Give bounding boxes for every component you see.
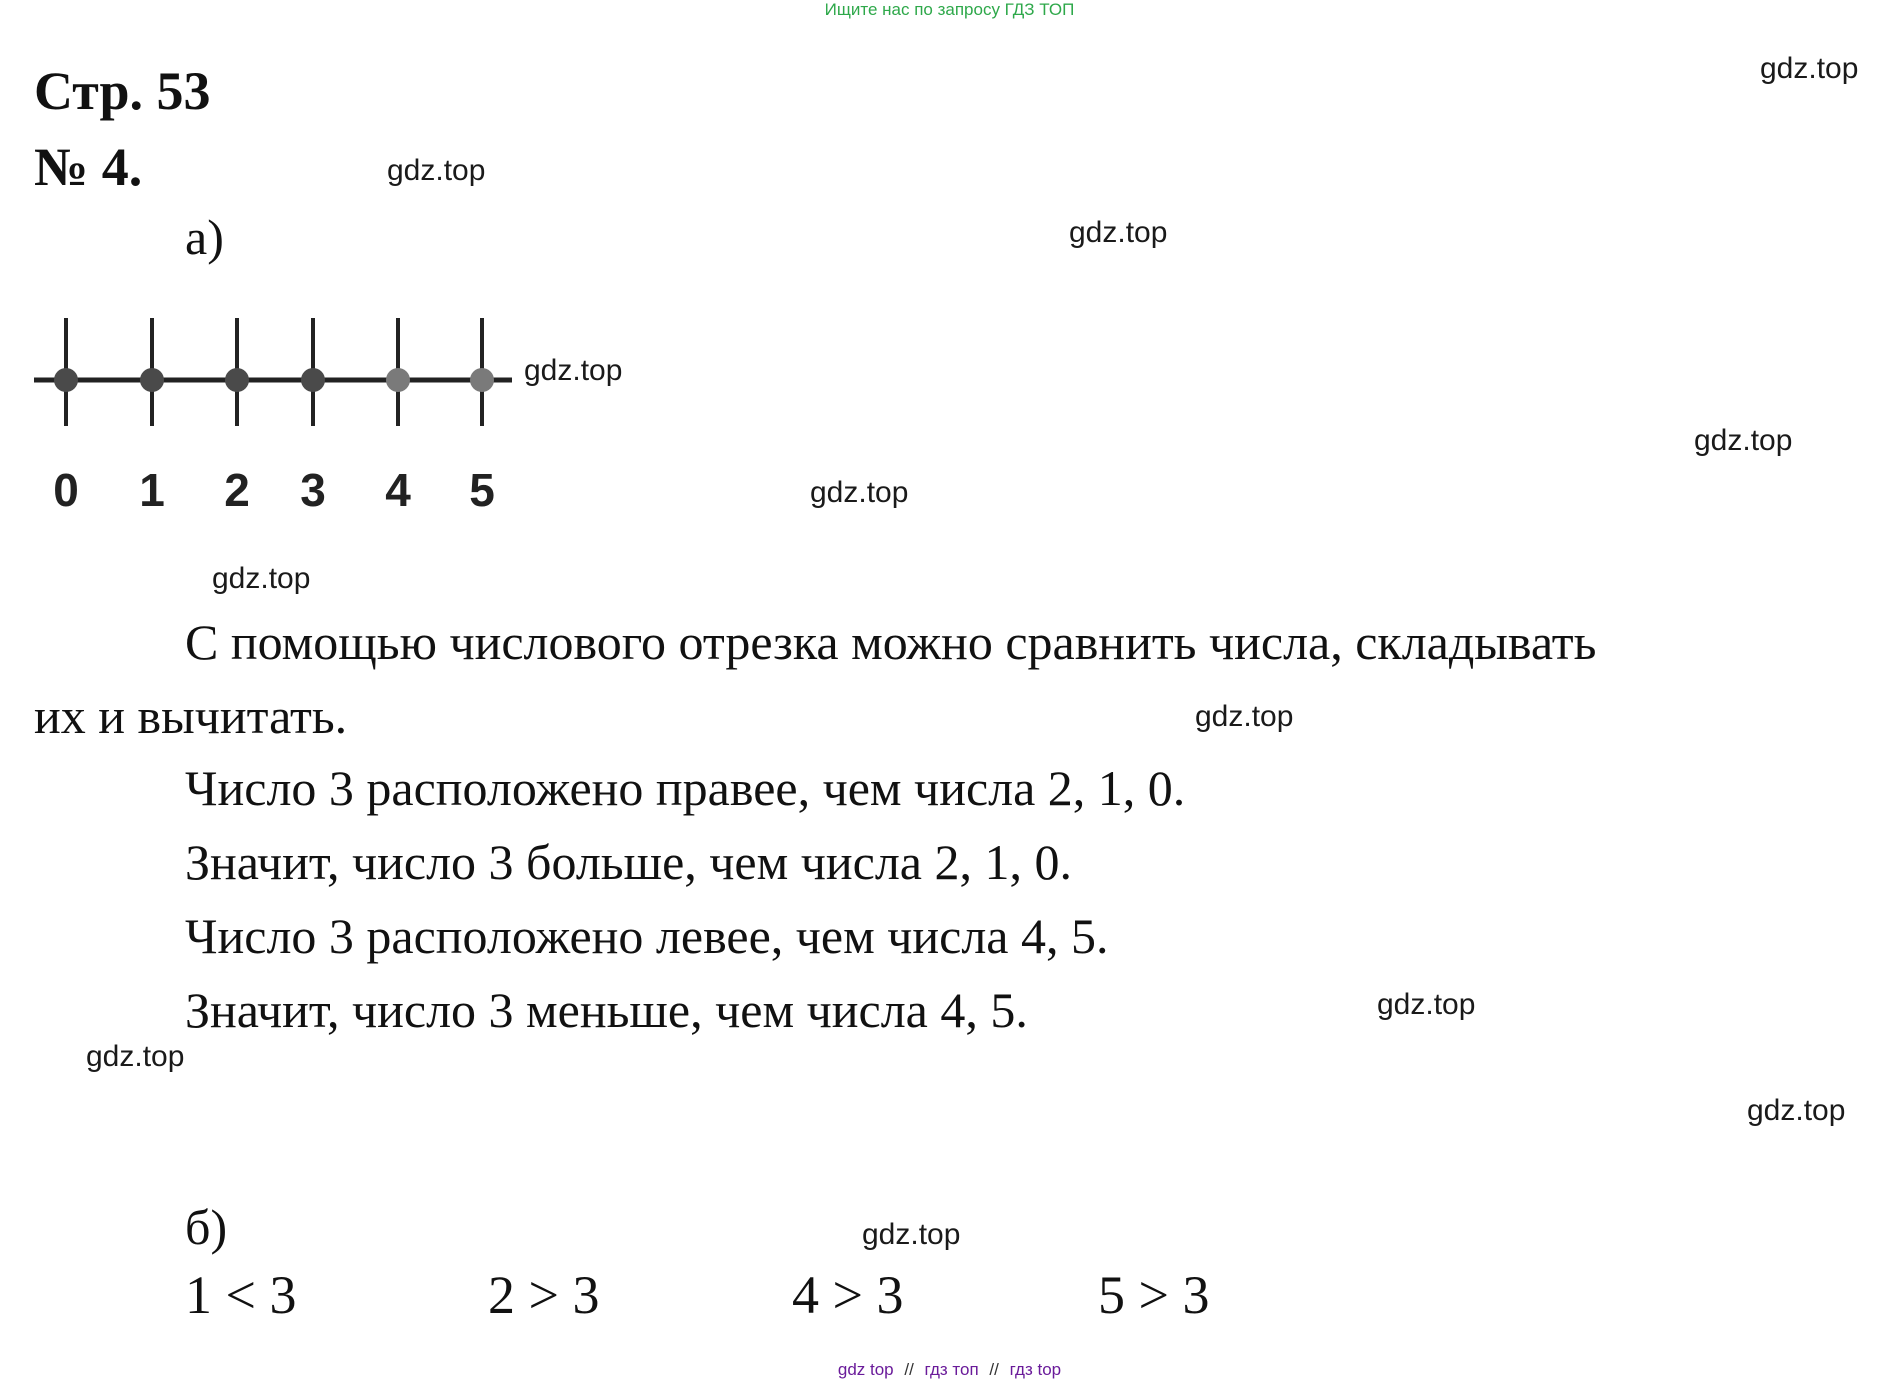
number-line-label: 3 [300, 464, 326, 516]
number-line-labels [53, 464, 495, 516]
number-line-dot [140, 368, 164, 392]
watermark: gdz.top [1694, 424, 1793, 457]
footer-link[interactable]: гдз топ [924, 1360, 979, 1379]
watermark: gdz.top [862, 1218, 961, 1251]
watermark: gdz.top [1069, 216, 1168, 249]
number-line-dot [301, 368, 325, 392]
watermark: gdz.top [1195, 700, 1294, 733]
watermark: gdz.top [1760, 52, 1859, 85]
paragraph-line: С помощью числового отрезка можно сравнить числа, складывать [185, 614, 1597, 670]
paragraph-line: Число 3 расположено правее, чем числа 2, 1, 0. [185, 760, 1186, 816]
top-banner: Ищите нас по запросу ГДЗ ТОП [824, 0, 1075, 19]
watermark: gdz.top [86, 1040, 185, 1073]
watermark: gdz.top [387, 154, 486, 187]
number-line-dot [54, 368, 78, 392]
paragraph-line: их и вычитать. [34, 688, 348, 744]
number-line [30, 310, 520, 530]
footer-link[interactable]: gdz top [837, 1360, 894, 1379]
number-line-dot [470, 368, 494, 392]
number-line-label: 4 [385, 464, 411, 516]
number-line-dot [386, 368, 410, 392]
number-line-dot [225, 368, 249, 392]
footer-separator: // [904, 1360, 914, 1379]
watermark: gdz.top [212, 562, 311, 595]
number-line-label: 5 [469, 464, 495, 516]
inequality: 5 > 3 [1098, 1265, 1210, 1325]
part-a-label: а) [185, 209, 224, 265]
inequality: 4 > 3 [792, 1265, 904, 1325]
footer-links [0, 1360, 1899, 1380]
inequality: 1 < 3 [185, 1265, 297, 1325]
inequality: 2 > 3 [488, 1265, 600, 1325]
number-line-label: 1 [139, 464, 165, 516]
paragraph-line: Значит, число 3 больше, чем числа 2, 1, 0. [185, 834, 1072, 890]
number-line-ticks [54, 318, 494, 426]
footer-separator: // [989, 1360, 999, 1379]
watermark: gdz.top [524, 354, 623, 387]
footer-link[interactable]: гдз top [1009, 1360, 1062, 1379]
watermark: gdz.top [1377, 988, 1476, 1021]
number-line-label: 2 [224, 464, 250, 516]
number-line-label: 0 [53, 464, 79, 516]
watermark: gdz.top [1747, 1094, 1846, 1127]
task-number: № 4. [34, 137, 143, 197]
paragraph-line: Значит, число 3 меньше, чем числа 4, 5. [185, 982, 1028, 1038]
paragraph-line: Число 3 расположено левее, чем числа 4, 5. [185, 908, 1109, 964]
page-heading: Стр. 53 [34, 61, 211, 121]
watermark: gdz.top [810, 476, 909, 509]
part-b-label: б) [185, 1199, 228, 1255]
